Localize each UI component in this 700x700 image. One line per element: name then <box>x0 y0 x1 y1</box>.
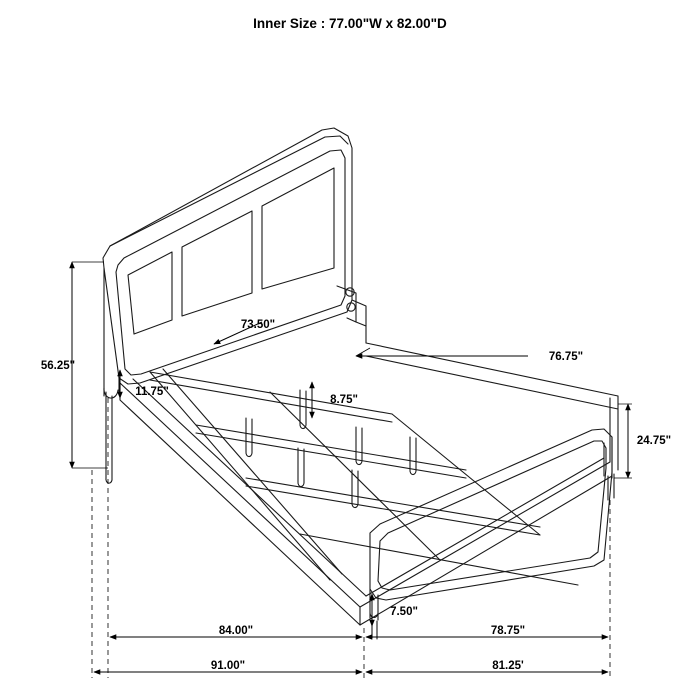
dim-label-overall-left-segment: 91.00" <box>210 660 246 672</box>
dim-label-headboard-leg-clearance: 11.75" <box>135 386 169 398</box>
panel-right <box>262 168 334 289</box>
dim-label-headboard-panel-width: 73.50" <box>240 319 276 331</box>
headboard-left-leg <box>104 268 119 483</box>
panel-center <box>182 211 252 316</box>
dim-label-footboard-height: 24.75" <box>636 435 672 447</box>
dimension-labels <box>41 319 671 672</box>
headboard-outline <box>103 128 352 384</box>
dim-label-headboard-height: 56.25" <box>40 360 76 372</box>
dim-label-overall-right-segment: 81.25' <box>492 660 524 672</box>
panel-left <box>128 252 172 334</box>
dim-label-depth-left-segment: 84.00" <box>218 625 254 637</box>
extension-lines <box>92 398 610 678</box>
dim-label-footboard-clearance: 7.50" <box>390 606 418 618</box>
dim-label-slat-clearance: 8.75" <box>330 394 358 406</box>
dim-label-frame-inner-width: 76.75" <box>548 351 584 363</box>
dim-label-depth-right-segment: 78.75" <box>490 625 526 637</box>
inner-size-title: Inner Size : 77.00"W x 82.00"D <box>253 16 447 31</box>
bed-frame <box>120 343 618 625</box>
